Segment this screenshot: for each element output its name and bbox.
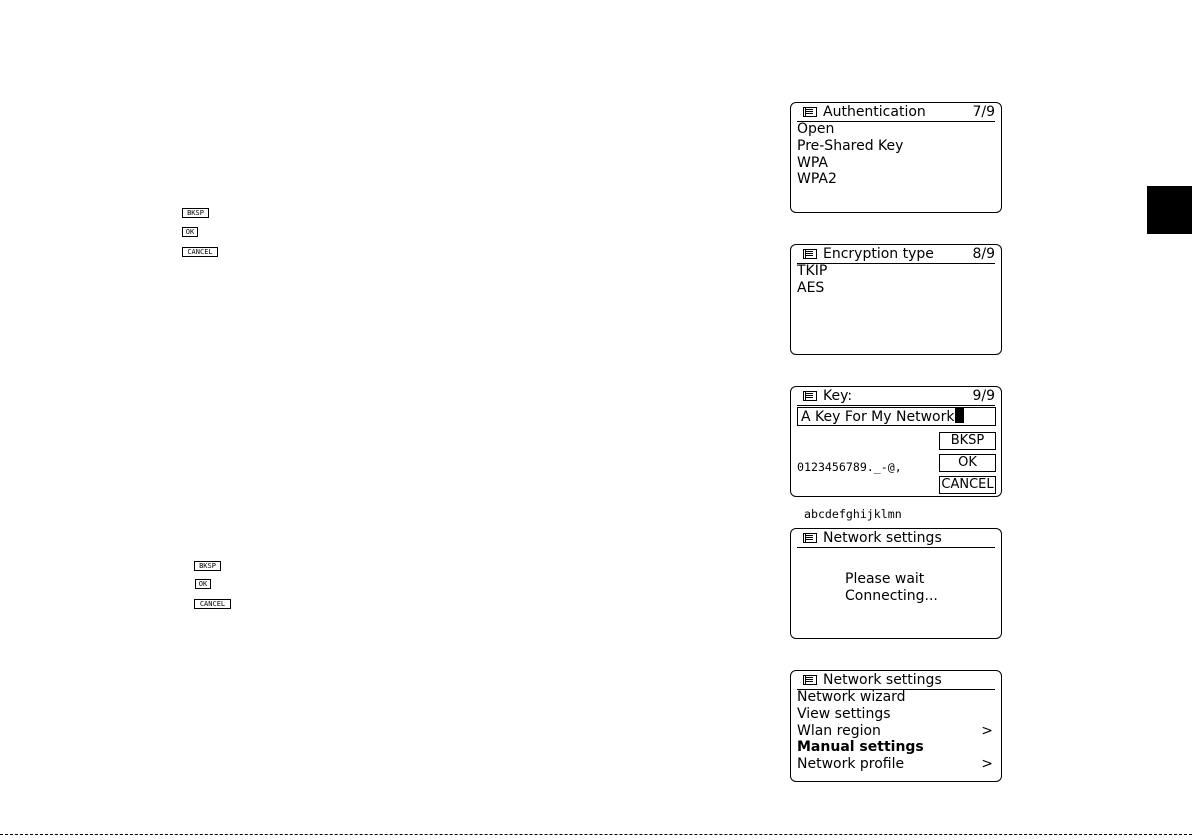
encryption-screen bbox=[790, 244, 1002, 355]
screen-title: Network settings bbox=[823, 672, 942, 688]
status-line-2: Connecting... bbox=[845, 588, 938, 604]
char-row[interactable]: abcdefghijklmn bbox=[797, 506, 902, 521]
network-settings-menu bbox=[797, 689, 995, 773]
section-tab-marker bbox=[1147, 186, 1192, 234]
menu-list-icon bbox=[803, 675, 817, 685]
menu-item-label: Wlan region bbox=[797, 722, 881, 739]
screen-title: Authentication bbox=[823, 104, 926, 120]
key-input-value: A Key For My Network bbox=[801, 409, 955, 425]
screen-title: Encryption type bbox=[823, 246, 934, 262]
menu-item-manual-settings[interactable] bbox=[797, 739, 995, 756]
chevron-right-icon: > bbox=[981, 722, 993, 739]
menu-item-network-profile[interactable] bbox=[797, 756, 995, 773]
ok-button[interactable]: OK bbox=[939, 454, 996, 472]
cancel-button[interactable]: CANCEL bbox=[939, 476, 996, 494]
screen-title: Key: bbox=[823, 388, 853, 404]
auth-options-list bbox=[797, 121, 995, 188]
screen-header bbox=[797, 246, 995, 264]
encryption-options-list bbox=[797, 263, 995, 297]
menu-item-view-settings[interactable] bbox=[797, 706, 995, 723]
page-indicator: 8/9 bbox=[972, 246, 995, 262]
menu-item-wlan-region[interactable] bbox=[797, 723, 995, 740]
auth-option-wpa2[interactable]: WPA2 bbox=[797, 171, 837, 188]
connecting-screen bbox=[790, 528, 1002, 639]
bksp-key-icon: BKSP bbox=[182, 208, 209, 218]
status-message bbox=[845, 571, 938, 605]
bksp-button[interactable]: BKSP bbox=[939, 432, 996, 450]
key-input-field[interactable] bbox=[797, 407, 996, 426]
screen-title: Network settings bbox=[823, 530, 942, 546]
menu-list-icon bbox=[803, 533, 817, 543]
page-indicator: 9/9 bbox=[972, 388, 995, 404]
network-settings-screen bbox=[790, 670, 1002, 782]
encryption-option-tkip[interactable]: TKIP bbox=[797, 263, 828, 279]
menu-list-icon bbox=[803, 249, 817, 259]
screen-header bbox=[797, 530, 995, 548]
menu-item-label: View settings bbox=[797, 705, 891, 722]
ok-key-icon: OK bbox=[195, 579, 211, 589]
key-entry-screen bbox=[790, 386, 1002, 521]
encryption-option-aes[interactable]: AES bbox=[797, 279, 825, 296]
menu-list-icon bbox=[803, 107, 817, 117]
bksp-key-icon: BKSP bbox=[194, 561, 221, 571]
menu-item-label: Manual settings bbox=[797, 739, 924, 756]
menu-item-network-wizard[interactable] bbox=[797, 689, 995, 706]
auth-option-open[interactable]: Open bbox=[797, 121, 835, 137]
page-bottom-dotted-line bbox=[0, 834, 1192, 835]
authentication-screen bbox=[790, 102, 1002, 213]
auth-option-wpa[interactable]: WPA bbox=[797, 154, 828, 171]
char-row[interactable]: 0123456789._-@, bbox=[797, 460, 902, 475]
menu-item-label: Network profile bbox=[797, 756, 905, 773]
screen-header bbox=[797, 104, 995, 122]
ok-key-icon: OK bbox=[182, 227, 198, 237]
menu-list-icon bbox=[803, 391, 817, 401]
screen-header bbox=[797, 388, 995, 406]
screen-header bbox=[797, 672, 995, 690]
menu-item-label: Network wizard bbox=[797, 689, 906, 705]
status-line-1: Please wait bbox=[845, 571, 925, 587]
chevron-right-icon: > bbox=[981, 756, 993, 773]
page-indicator: 7/9 bbox=[972, 104, 995, 120]
cancel-key-icon: CANCEL bbox=[194, 599, 231, 609]
text-cursor bbox=[955, 408, 964, 423]
cancel-key-icon: CANCEL bbox=[182, 247, 218, 257]
auth-option-psk[interactable]: Pre-Shared Key bbox=[797, 137, 904, 154]
